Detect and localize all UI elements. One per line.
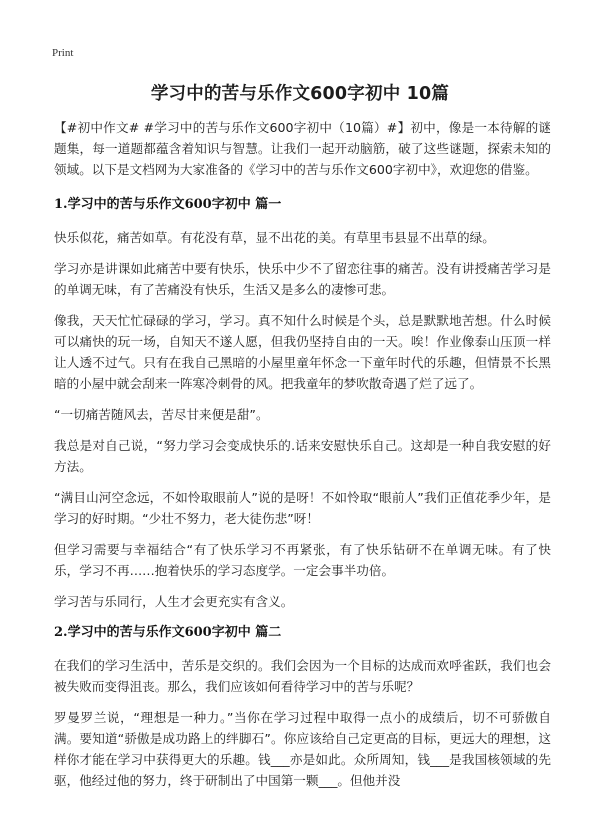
article-body: [54, 117, 551, 801]
intro-paragraph: 【#初中作文# #学习中的苦与乐作文600字初中（10篇）#】初中，像是一本待解的谜题集，每一道题都蕴含着知识与智慧。让我们一起开动脑筋，破了这些谜题，探索未知的领域。以下是文档网为大家准备的《学习中的苦与乐作文600字初中》，欢迎您的借鉴。: [54, 120, 551, 177]
paragraph: 快乐似花，痛苦如草。有花没有草，显不出花的美。有草里韦县显不出草的绿。: [54, 230, 495, 245]
paragraph: 但学习需要与幸福结合“有了快乐学习不再紧张，有了快乐钻研不在单调无味。有了快乐，学习不再……抱着快乐的学习态度学。一定会事半功倍。: [54, 542, 551, 578]
section-heading: 2.学习中的苦与乐作文600字初中 篇二: [54, 625, 282, 640]
paragraph: “满目山河空念远，不如怜取眼前人”说的是呀！不如怜取“眼前人”我们正值花季少年，是学习的好时期。“少壮不努力，老大徒伤悲”呀！: [54, 490, 551, 526]
print-label: Print: [52, 47, 74, 59]
page-title: 学习中的苦与乐作文600字初中 10篇: [150, 84, 450, 104]
paragraph: 罗曼罗兰说，“理想是一种力。”当你在学习过程中取得一点小的成绩后，切不可骄傲自满。要知道“骄傲是成功路上的绊脚石”。你应该给自己定更高的目标，更远大的理想，这样你才能在学习中获得更大的乐趣。钱___亦是如此。众所周知，钱___是我国核领域的先驱，他经过他的努力，终于研制出了中国第一颗___。但他并没: [54, 710, 551, 788]
section-heading: 1.学习中的苦与乐作文600字初中 篇一: [54, 197, 282, 212]
paragraph: “一切痛苦随风去，苦尽甘来便是甜”。: [54, 407, 269, 422]
paragraph: 学习苦与乐同行，人生才会更充实有含义。: [54, 594, 294, 609]
paragraph: 学习亦是讲课如此痛苦中要有快乐，快乐中少不了留恋往事的痛苦。没有讲授痛苦学习是的单调无味，有了苦痛没有快乐，生活又是多么的凄惨可悲。: [54, 261, 551, 297]
paragraph: 像我，天天忙忙碌碌的学习，学习。真不知什么时候是个头，总是默默地苦想。什么时候可以痛快的玩一场，自知天不遂人愿，但我仍坚持自由的一天。唉！作业像泰山压顶一样让人透不过气。只有在我自己黑暗的小屋里童年怀念一下童年时代的乐趣，但情景不长黑暗的小屋中就会刮来一阵寒冷刺骨的风。把我童年的梦吹散奇遇了烂了远了。: [54, 313, 551, 391]
paragraph: 在我们的学习生活中，苦乐是交织的。我们会因为一个目标的达成而欢呼雀跃，我们也会被失败而变得沮丧。那么，我们应该如何看待学习中的苦与乐呢？: [54, 658, 551, 694]
paragraph: 我总是对自己说，“努力学习会变成快乐的.话来安慰快乐自己。这却是一种自我安慰的好方法。: [54, 438, 551, 474]
